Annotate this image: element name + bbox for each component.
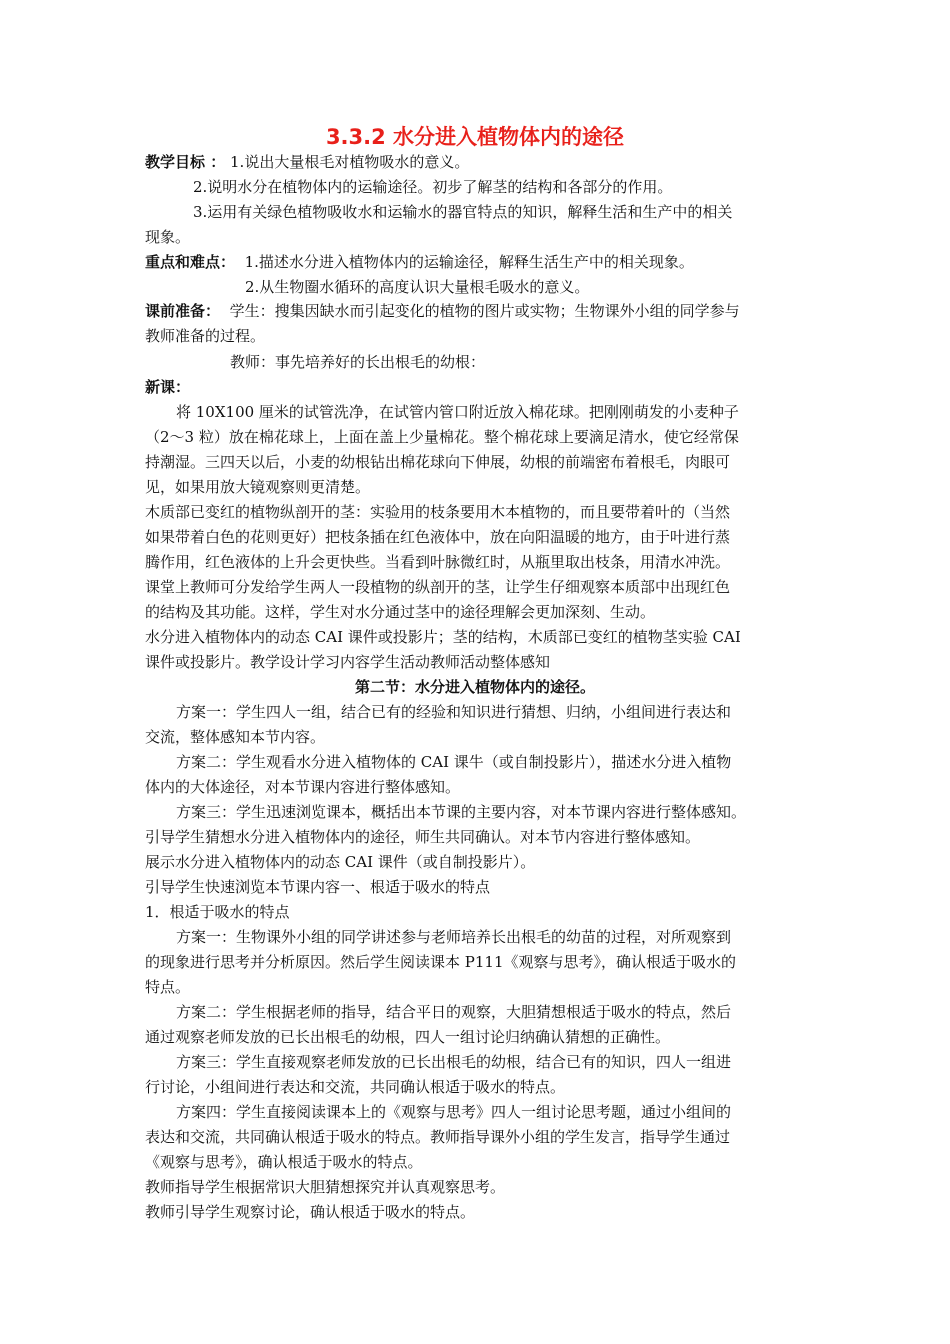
key-line-2: 2.从生物圈水循环的高度认识大量根毛吸水的意义。 <box>245 278 590 296</box>
plan-b2-line-2: 通过观察老师发放的已长出根毛的幼根，四人一组讨论归纳确认猜想的正确性。 <box>145 1028 671 1046</box>
prep-text-1: 学生：搜集因缺水而引起变化的植物的图片或实物；生物课外小组的同学参与 <box>229 302 740 320</box>
plan-b4-line-1: 方案四：学生直接阅读课本上的《观察与思考》四人一组讨论思考题，通过小组间的 <box>176 1103 732 1121</box>
newclass-p1-line-2: （2～3 粒）放在棉花球上，上面在盖上少量棉花。整个棉花球上要滴足清水，使它经常保 <box>145 428 739 446</box>
prep-line-1 <box>145 299 740 323</box>
key-label: 重点和难点： <box>145 253 236 271</box>
prep-label: 课前准备： <box>145 302 221 320</box>
plan-b1-line-3: 特点。 <box>145 978 191 996</box>
section-heading: 第二节：水分进入植物体内的途径。 <box>354 678 595 696</box>
subheading: 1．根适于吸水的特点 <box>145 903 290 921</box>
newclass-p2-line-1: 木质部已变红的植物纵剖开的茎：实验用的枝条要用木本植物的，而且要带着叶的（当然 <box>145 503 731 521</box>
goals-line-2: 2.说明水分在植物体内的运输途径。初步了解茎的结构和各部分的作用。 <box>193 178 673 196</box>
goals-line-3: 3.运用有关绿色植物吸收水和运输水的器官特点的知识，解释生活和生产中的相关 <box>193 203 733 221</box>
newclass-p1-line-4: 见，如果用放大镜观察则更清楚。 <box>145 478 371 496</box>
key-text-1: 1.描述水分进入植物体内的运输途径，解释生活生产中的相关现象。 <box>244 253 694 271</box>
prep-line-2: 教师准备的过程。 <box>145 327 266 345</box>
plan-b3-line-1: 方案三：学生直接观察老师发放的已长出根毛的幼根，结合已有的知识，四人一组进 <box>176 1053 732 1071</box>
newclass-p1-line-1: 将 10X100 厘米的试管洗净，在试管内管口附近放入棉花球。把刚刚萌发的小麦种子 <box>176 403 739 421</box>
newclass-label: 新课： <box>145 378 191 396</box>
teacher-line-3: 引导学生快速浏览本节课内容一、根适于吸水的特点 <box>145 878 491 896</box>
newclass-p2-line-5: 的结构及其功能。这样，学生对水分通过茎中的途径理解会更加深刻、生动。 <box>145 603 656 621</box>
page-title: 3.3.2 水分进入植物体内的途径 <box>325 125 625 149</box>
newclass-p2-line-2: 如果带着白色的花则更好）把枝条插在红色液体中，放在向阳温暖的地方，由于叶进行蒸 <box>145 528 731 546</box>
plan-a1-line-1: 方案一：学生四人一组，结合已有的经验和知识进行猜想、归纳，小组间进行表达和 <box>176 703 732 721</box>
plan-b2-line-1: 方案二：学生根据老师的指导，结合平日的观察，大胆猜想根适于吸水的特点，然后 <box>176 1003 732 1021</box>
plan-a1-line-2: 交流，整体感知本节内容。 <box>145 728 326 746</box>
goals-label: 教学目标 ： <box>145 153 226 171</box>
teacher-line-4: 教师指导学生根据常识大胆猜想探究并认真观察思考。 <box>145 1178 506 1196</box>
newclass-p2-line-3: 腾作用，红色液体的上升会更快些。当看到叶脉微红时，从瓶里取出枝条，用清水冲洗。 <box>145 553 731 571</box>
teacher-line-1: 引导学生猜想水分进入植物体内的途径，师生共同确认。对本节内容进行整体感知。 <box>145 828 701 846</box>
plan-b4-line-3: 《观察与思考》，确认根适于吸水的特点。 <box>145 1153 423 1171</box>
plan-b1-line-1: 方案一：生物课外小组的同学讲述参与老师培养长出根毛的幼苗的过程，对所观察到 <box>176 928 732 946</box>
plan-a2-line-1: 方案二：学生观看水分进入植物体的 CAI 课牛（或自制投影片），描述水分进入植物 <box>176 753 732 771</box>
prep-line-3: 教师：事先培养好的长出根毛的幼根： <box>230 353 486 371</box>
plan-a3-line-1: 方案三：学生迅速浏览课本，概括出本节课的主要内容，对本节课内容进行整体感知。 <box>176 803 747 821</box>
plan-b1-line-2: 的现象进行思考并分析原因。然后学生阅读课本 P111《观察与思考》，确认根适于吸水的 <box>145 953 736 971</box>
newclass-p3-line-1: 水分进入植物体内的动态 CAI 课件或投影片；茎的结构，木质部已变红的植物茎实验 CAI <box>145 628 741 646</box>
plan-b4-line-2: 表达和交流，共同确认根适于吸水的特点。教师指导课外小组的学生发言，指导学生通过 <box>145 1128 731 1146</box>
goals-text-1: 1.说出大量根毛对植物吸水的意义。 <box>230 153 470 171</box>
goals-line-1 <box>145 150 469 174</box>
newclass-p1-line-3: 持潮湿。三四天以后，小麦的幼根钻出棉花球向下伸展，幼根的前端密布着根毛，肉眼可 <box>145 453 731 471</box>
plan-b3-line-2: 行讨论，小组间进行表达和交流，共同确认根适于吸水的特点。 <box>145 1078 566 1096</box>
teacher-line-2: 展示水分进入植物体内的动态 CAI 课件（或自制投影片）。 <box>145 853 536 871</box>
key-line-1 <box>145 250 694 274</box>
newclass-p3-line-2: 课件或投影片。教学设计学习内容学生活动教师活动整体感知 <box>145 653 551 671</box>
goals-line-4: 现象。 <box>145 228 191 246</box>
teacher-line-5: 教师引导学生观察讨论，确认根适于吸水的特点。 <box>145 1203 476 1221</box>
plan-a2-line-2: 体内的大体途径，对本节课内容进行整体感知。 <box>145 778 461 796</box>
newclass-p2-line-4: 课堂上教师可分发给学生两人一段植物的纵剖开的茎，让学生仔细观察本质部中出现红色 <box>145 578 731 596</box>
